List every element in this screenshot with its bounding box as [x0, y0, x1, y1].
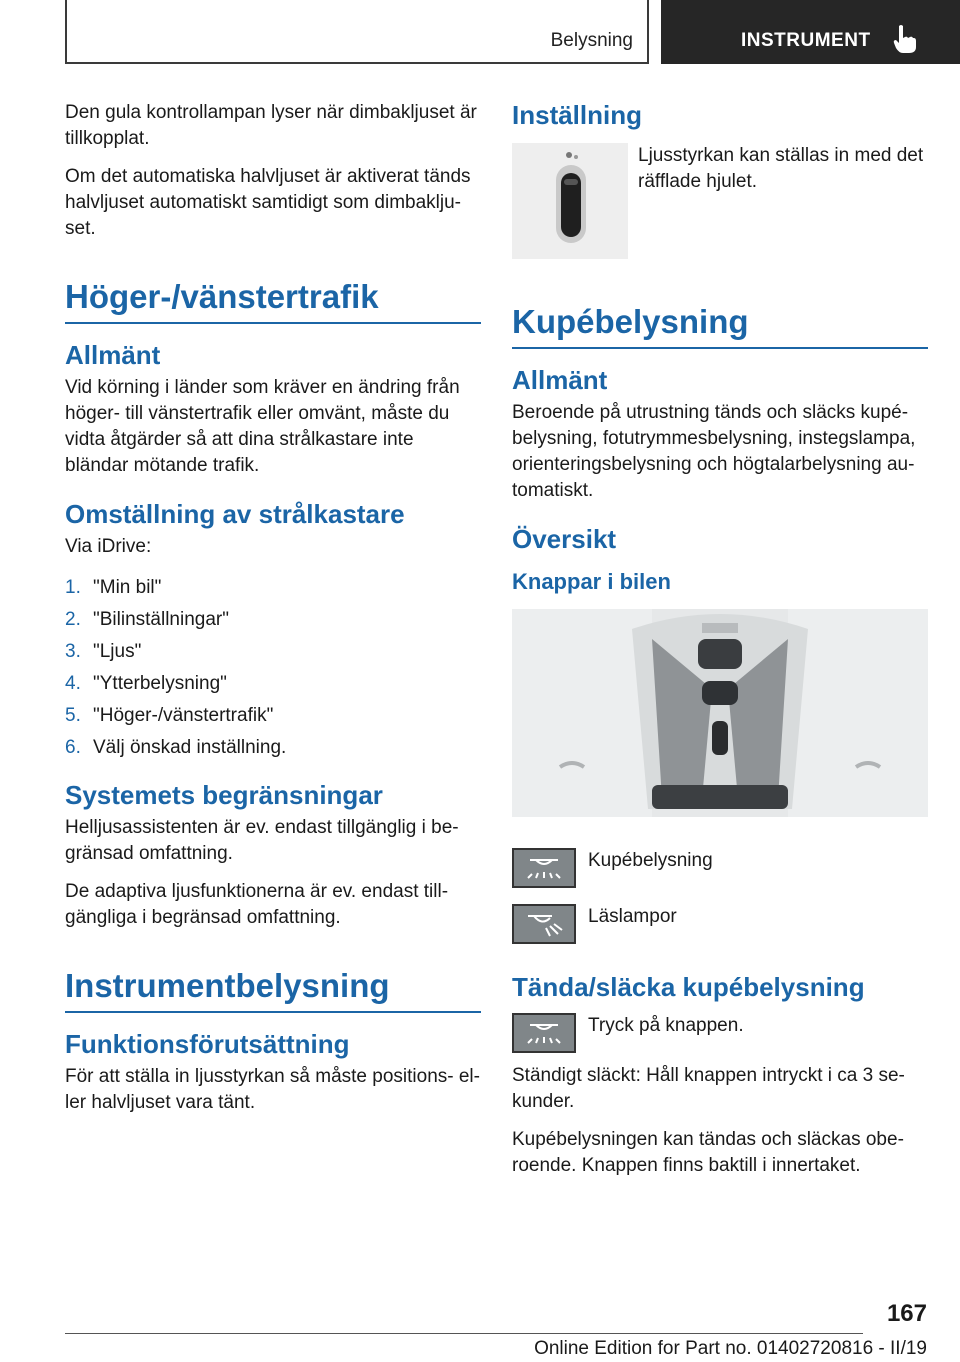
list-item: 1. "Min bil" [65, 577, 162, 598]
hand-pointer-icon [893, 24, 917, 54]
paragraph: Tryck på knappen. [588, 1015, 744, 1036]
list-item: 6. Välj önskad inställning. [65, 737, 287, 758]
header-chapter-box [661, 0, 960, 64]
section-heading-traffic: Höger-/vänstertrafik [65, 278, 481, 324]
left-column [65, 100, 481, 1128]
header-section-box [65, 0, 649, 64]
page-number: 167 [886, 1300, 927, 1327]
subheading-buttons: Knappar i bilen [512, 569, 671, 594]
press-button-row [512, 1013, 928, 1053]
header-chapter-title: INSTRUMENT [741, 30, 871, 51]
idrive-steps-list [65, 572, 481, 764]
subheading-precondition: Funktionsförutsättning [65, 1029, 350, 1059]
cabin-light-icon [512, 1013, 576, 1053]
reading-light-row [512, 904, 928, 944]
section-heading-instrument-lighting: Instrumentbelysning [65, 967, 481, 1013]
paragraph: De adaptiva ljusfunktionerna är ev. endast tillgängliga i begränsad omfattning. [65, 881, 449, 928]
paragraph: Helljusassistenten är ev. endast tillgänglig i begränsad omfattning. [65, 817, 459, 864]
paragraph: Om det automatiska halvljuset är aktiverat tänds halvljuset automatiskt samtidigt som dimbakljuset. [65, 166, 471, 239]
subheading-overview: Översikt [512, 524, 617, 554]
list-item: 4. "Ytterbelysning" [65, 673, 227, 694]
cabin-light-icon [512, 848, 576, 888]
list-item: 3. "Ljus" [65, 641, 142, 662]
list-item: 5. "Höger-/vänstertrafik" [65, 705, 274, 726]
overhead-console-image [512, 609, 928, 817]
list-item: 2. "Bilinställningar" [65, 609, 229, 630]
subheading-setting: Inställning [512, 100, 642, 130]
subheading-general: Allmänt [65, 340, 161, 370]
reading-light-icon [512, 904, 576, 944]
paragraph: Via iDrive: [65, 536, 152, 557]
section-heading-cabin-lighting: Kupébelysning [512, 303, 928, 349]
cabin-light-row [512, 848, 928, 888]
paragraph: Beroende på utrustning tänds och släcks kupébelysning, fotutrymmesbelysning, instegslampa, orienteringsbelysning och högtalarbelysning automatiskt. [512, 402, 916, 501]
footer-divider [65, 1333, 863, 1334]
icon-label: Läslampor [588, 906, 677, 927]
edition-footer: Online Edition for Part no. 01402720816 - II/19 [534, 1338, 927, 1359]
paragraph: För att ställa in ljusstyrkan så måste positions- eller halvljuset vara tänt. [65, 1066, 480, 1113]
subheading-system-limits: Systemets begränsningar [65, 780, 383, 810]
header-section-title: Belysning [550, 30, 633, 51]
paragraph: Vid körning i länder som kräver en ändring från höger- till vänstertrafik eller omvänt, måste du vidta åtgärder så att dina strålkastare inte bländar mötande trafik. [65, 377, 460, 476]
paragraph: Den gula kontrollampan lyser när dimbakljuset är tillkopplat. [65, 102, 477, 149]
icon-label: Kupébelysning [588, 850, 713, 871]
paragraph: Kupébelysningen kan tändas och släckas oberoende. Knappen finns baktill i innertaket. [512, 1129, 904, 1176]
subheading-general: Allmänt [512, 365, 608, 395]
thumbwheel-image [512, 143, 628, 259]
setting-row [512, 143, 928, 259]
subheading-headlight-switch: Omställning av strålkastare [65, 499, 405, 529]
right-column [512, 100, 928, 1191]
subheading-toggle-cabin-light: Tända/släcka kupébelysning [512, 972, 865, 1002]
paragraph: Ständigt släckt: Håll knappen intryckt i ca 3 sekunder. [512, 1065, 905, 1112]
paragraph: Ljusstyrkan kan ställas in med det räfflade hjulet. [638, 145, 924, 192]
